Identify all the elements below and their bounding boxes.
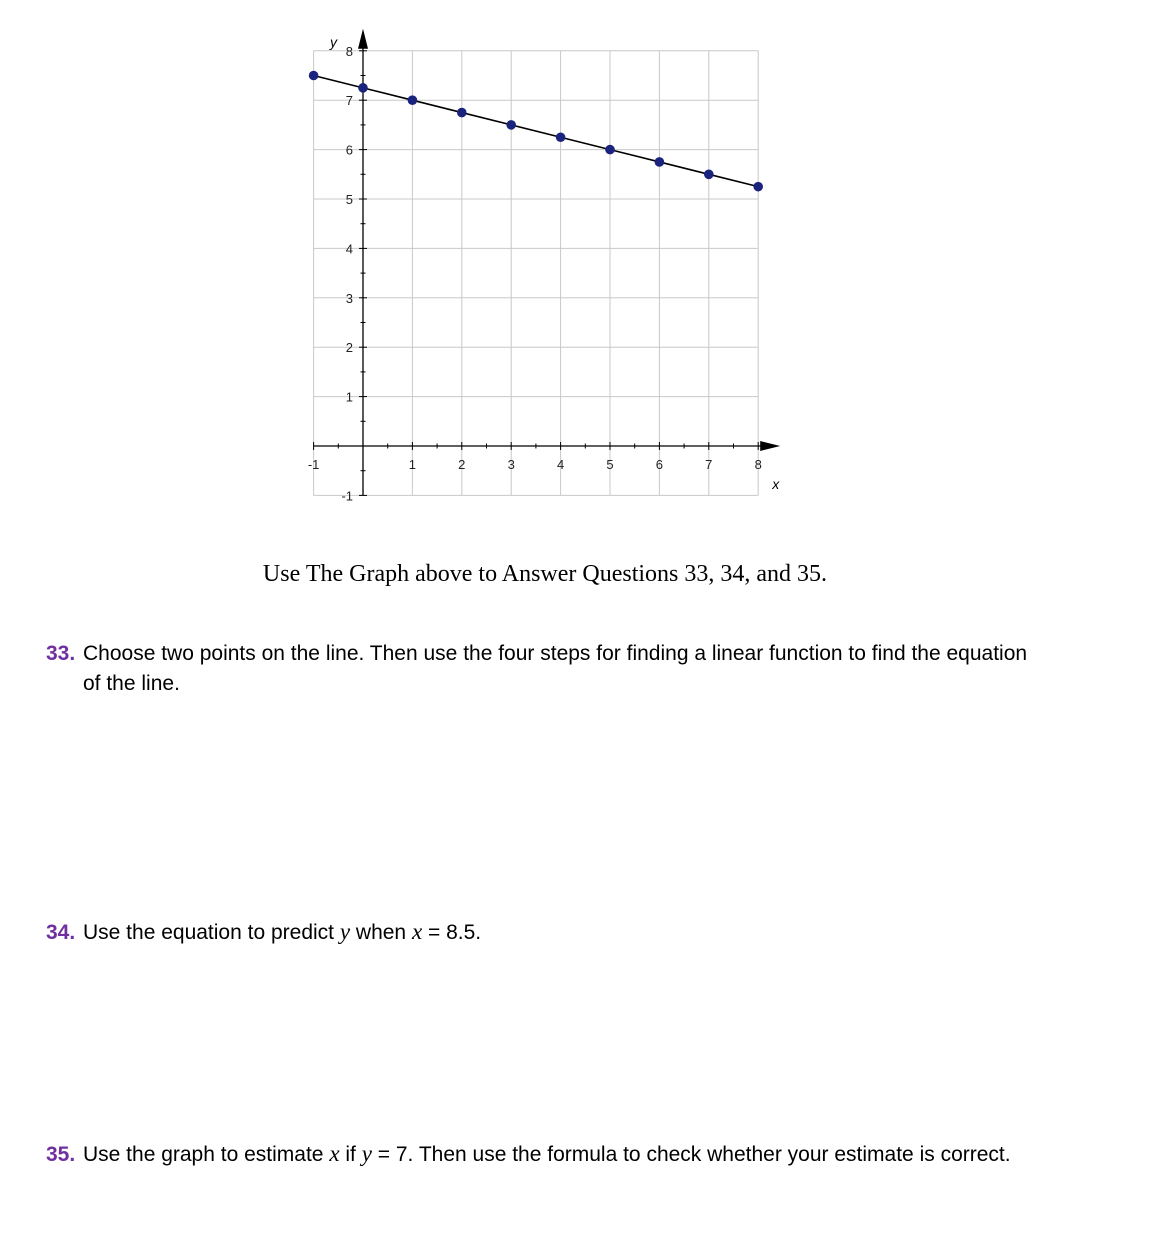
data-point: [506, 120, 516, 130]
question-text: Choose two points on the line. Then use the four steps for finding a linear function to find the equation: [83, 642, 1028, 665]
tick-labels: [308, 44, 762, 504]
x-tick-label: 8: [754, 457, 762, 472]
data-point: [358, 83, 368, 93]
y-tick-label: 3: [345, 290, 353, 306]
data-point: [556, 132, 566, 142]
variable-x: x: [411, 919, 423, 944]
grid: [314, 51, 759, 496]
question-text: = 8.5.: [422, 921, 482, 944]
question-text: when: [350, 921, 412, 944]
question-text: Use the graph to estimate: [83, 1143, 330, 1166]
question-text: if: [339, 1143, 362, 1166]
question-text: = 7. Then use the formula to check whether your estimate is correct.: [371, 1143, 1011, 1166]
question-34: [46, 917, 1126, 948]
axes: [314, 29, 781, 496]
y-tick-label: 4: [345, 241, 353, 257]
x-tick-label: 5: [606, 457, 614, 472]
y-tick-label: 2: [345, 340, 353, 356]
y-tick-label: 6: [345, 142, 353, 158]
x-tick-label: -1: [307, 457, 320, 472]
variable-y: y: [361, 1141, 372, 1166]
y-tick-label: 7: [345, 93, 353, 109]
y-tick-label: -1: [341, 488, 353, 504]
variable-y: y: [339, 919, 351, 944]
question-33: [46, 639, 1126, 699]
data-point: [457, 108, 467, 118]
data-point: [605, 145, 615, 155]
data-point: [408, 95, 418, 105]
x-axis-label: x: [772, 476, 780, 492]
caption: Use The Graph above to Answer Questions 33, 34, and 35.: [262, 561, 828, 587]
question-number: 34.: [46, 921, 76, 944]
x-tick-label: 7: [705, 457, 713, 472]
x-tick-label: 1: [408, 457, 417, 472]
x-tick-label: 4: [556, 457, 565, 472]
x-tick-label: 6: [655, 457, 664, 472]
data-point: [309, 71, 319, 81]
question-number: 35.: [46, 1143, 76, 1166]
line-graph: [0, 0, 1152, 540]
question-text-continued: of the line.: [83, 672, 180, 695]
question-number: 33.: [46, 642, 76, 665]
y-tick-label: 1: [345, 389, 353, 405]
y-tick-label: 8: [345, 43, 353, 59]
variable-x: x: [329, 1141, 340, 1166]
data-point: [704, 170, 714, 180]
data-point: [655, 157, 665, 167]
question-text: Use the equation to predict: [83, 921, 340, 944]
data-point: [753, 182, 763, 192]
x-tick-label: 3: [507, 457, 515, 472]
data-series: [309, 71, 763, 192]
question-35: [46, 1139, 1126, 1170]
x-tick-label: 2: [458, 457, 466, 472]
y-tick-label: 5: [345, 192, 353, 207]
y-axis-arrow: [358, 29, 368, 49]
y-axis-label: y: [330, 33, 337, 50]
x-axis-arrow: [760, 441, 780, 451]
series-line: [314, 76, 759, 187]
